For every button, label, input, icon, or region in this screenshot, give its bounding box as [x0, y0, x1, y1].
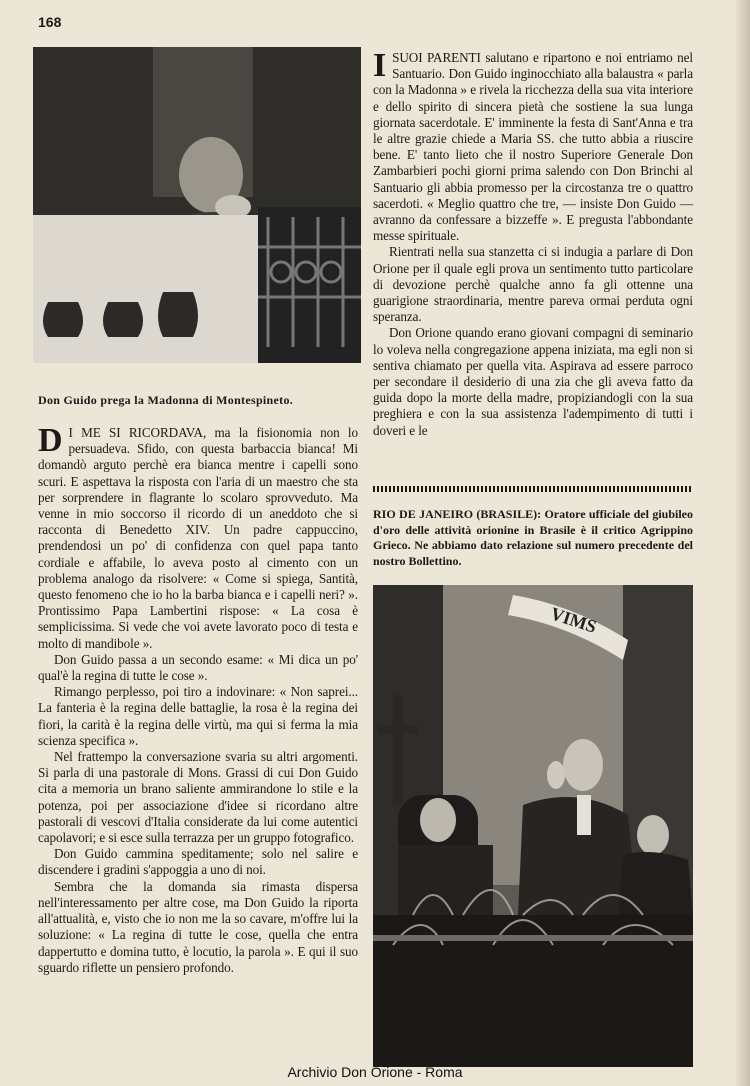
paragraph: Don Orione quando erano giovani compagni di seminario lo voleva nella congregazione appena iniziata, ma egli non si sentiva chiamato per quella vita. Aspirava ad essere parroco per secondare il desiderio di una zia che gli aveva fatto da guida dopo la morte della madre, propiziandogli con la sua preghiera e con la sua assistenza l'adempimento di tutti i doveri e le — [373, 325, 693, 438]
photo-rio-speaker — [373, 585, 693, 1067]
dropcap: I — [373, 47, 387, 84]
banner-text: VIMS — [548, 603, 600, 637]
section-divider — [373, 486, 691, 492]
photo2-caption: RIO DE JANEIRO (BRASILE): Oratore ufficiale del giubileo d'oro delle attività orionine in Brasile è il critico Agrippino Grieco. Ne abbiamo dato relazione sul numero precedente del nostro Bollettino. — [373, 507, 693, 568]
right-column-article — [373, 47, 693, 439]
paragraph: Don Guido passa a un secondo esame: « Mi dica un po' qual'è la regina di tutte le cose ». — [38, 651, 358, 684]
paragraph: D I ME SI RICORDAVA, ma la fisionomia non lo persuadeva. Sfido, con questa barbaccia bianca! Mi domandò arguto perchè era bianca mentre i capelli sono scuri. E aspettava la risposta con l'aria di un maestro che sta per sorprendere in flagrante lo scolaro sprovveduto. Ma venne in mio soccorso il ricordo di un aneddoto che si racconta di Benedetto XIV. Un padre cappuccino, prendendosi un po' di confidenza con quel papa tanto cordiale e affabile, lo aveva posto al cimento con un problema analogo da risolvere: « Come si spiega, Santità, questo fenomeno che io ho la barba bianca e i capelli neri? ». Prontissimo Papa Lambertini rispose: « La cosa è semplicissima. Si vede che voi avete lavorato poco di testa e molto di mandibole ». — [38, 422, 358, 651]
left-column-article — [38, 422, 358, 976]
paragraph: Rimango perplesso, poi tiro a indovinare: « Non saprei... La fanteria è la regina delle battaglie, la rosa è la regina dei fiori, la carità è la regina delle virtù, ma qui si ferma la mia scienza specifica ». — [38, 684, 358, 748]
photo1-caption: Don Guido prega la Madonna di Montespineto. — [38, 393, 294, 407]
paragraph: Don Guido cammina speditamente; solo nel salire e discendere i gradini s'appoggia a uno di noi. — [38, 846, 358, 878]
page-edge — [736, 0, 750, 1086]
page-number: 168 — [38, 14, 62, 30]
archive-footer: Archivio Don Orione - Roma — [287, 1064, 463, 1080]
paragraph: Rientrati nella sua stanzetta ci si indugia a parlare di Don Orione per il quale egli prova un sentimento tutto particolare di devozione perchè qualche anno fa gli ottenne una guarigione straordinaria, mentre pareva ormai perduta ogni speranza. — [373, 244, 693, 325]
paragraph: Sembra che la domanda sia rimasta dispersa nell'interessamento per altre cose, ma Don Guido la riporta all'attualità, e, visto che io non me la so cavare, m'offre lui la soluzione: « La regina di tutte le cose, quella che entra dappertutto e domina tutto, è locutio, la parola ». E qui il suo sguardo riflette un pensiero profondo. — [38, 878, 358, 975]
dropcap: D — [38, 422, 63, 459]
photo-priest-praying — [33, 47, 361, 363]
paragraph: ISUOI PARENTI salutano e ripartono e noi entriamo nel Santuario. Don Guido inginocchiato alla balaustra « parla con la Madonna » e rivela la ricchezza della sua vita interiore e dello spirito di sincera pietà che sostiene la sua lunga giornata sacerdotale. E' imminente la festa di Sant'Anna e tra le altre grazie chiede a Maria SS. che tutto abbia a riuscire bene. E' tanto lieto che il nostro Superiore Generale Don Zambarbieri pochi giorni prima salendo con Don Brinchi al Santuario gli abbia promesso per la circostanza tre o quattro sacerdoti. « Meglio quattro che tre, — insiste Don Guido — avranno da confessare a bizzeffe ». E pregusta l'abbondante messe spirituale. — [373, 47, 693, 244]
paragraph: Nel frattempo la conversazione svaria su altri argomenti. Si parla di una pastorale di Mons. Grassi di cui Don Guido cita a memoria un brano saliente ammirandone lo stile e la potenza, poi per associazione d'idee si ricordano altre pastorali di vescovi d'Italia considerate da lui come autentici capolavori; e si esce sulla terrazza per un gruppo fotografico. — [38, 749, 358, 846]
